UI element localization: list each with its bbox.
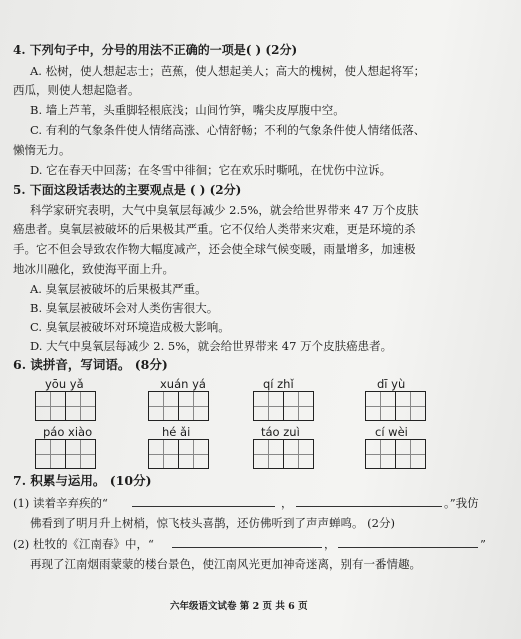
q4-option-a-line2: 西瓜，则使人想起隐者。 (13, 83, 140, 97)
q7-item1-end: 。”我仿 (444, 496, 479, 510)
pinyin-label: hé ǎi (162, 425, 191, 439)
answer-blank[interactable] (132, 494, 275, 507)
q7-item2-lead: (2) 杜牧的《江南春》中，“ (13, 537, 154, 551)
write-cell[interactable] (65, 439, 96, 469)
page-footer: 六年级语文试卷 第 2 页 共 6 页 (170, 601, 308, 612)
q4-option-a-line1: A. 松树，使人想起志士；芭蕉，使人想起美人；高大的槐树，使人想起将军； (30, 64, 426, 78)
write-cell[interactable] (395, 391, 426, 421)
pinyin-label: cí wèi (375, 425, 408, 439)
q4-option-b: B. 墙上芦苇，头重脚轻根底浅；山间竹笋，嘴尖皮厚腹中空。 (30, 103, 345, 117)
q5-passage-line2: 癌患者。臭氧层被破坏的后果极其严重。它不仅给人类带来灾难，更是环境的杀 (13, 222, 416, 236)
write-cell[interactable] (148, 391, 179, 421)
character-boxes (35, 391, 95, 421)
character-boxes (365, 391, 425, 421)
write-cell[interactable] (148, 439, 179, 469)
write-cell[interactable] (178, 439, 209, 469)
pinyin-label: yōu yǎ (45, 377, 84, 391)
q4-option-c-line1: C. 有利的气象条件使人情绪高涨、心情舒畅；不利的气象条件使人情绪低落、 (30, 123, 426, 137)
q5-option-b: B. 臭氧层被破坏会对人类伤害很大。 (30, 301, 219, 315)
write-cell[interactable] (283, 391, 314, 421)
q7-item2-continuation: 再现了江南烟雨蒙蒙的楼台景色，使江南风光更加神奇迷离，别有一番情趣。 (30, 557, 421, 571)
write-cell[interactable] (253, 391, 284, 421)
q5-option-a: A. 臭氧层被破坏的后果极其严重。 (30, 282, 207, 296)
answer-blank[interactable] (172, 535, 322, 548)
pinyin-label: dī yù (377, 377, 406, 391)
write-cell[interactable] (178, 391, 209, 421)
pinyin-label: qí zhǐ (263, 377, 294, 391)
character-boxes (35, 439, 95, 469)
q6-title: 6. 读拼音，写词语。 (8分) (13, 357, 168, 372)
q5-option-d: D. 大气中臭氧层每减少 2. 5%，就会给世界带来 47 万个皮肤癌患者。 (30, 339, 393, 353)
character-boxes (365, 439, 425, 469)
q7-item1-comma: ， (281, 496, 293, 510)
q7-item1-lead: (1) 读着辛弃疾的“ (13, 496, 108, 510)
q4-title: 4. 下列句子中，分号的用法不正确的一项是( ) (2分) (13, 43, 298, 57)
q5-passage-line3: 手。它不但会导致农作物大幅度减产，还会使全球气候变暖，雨量增多，加速极 (13, 242, 416, 256)
write-cell[interactable] (365, 391, 396, 421)
write-cell[interactable] (395, 439, 426, 469)
write-cell[interactable] (35, 439, 66, 469)
q7-item2-comma: ， (324, 537, 336, 551)
q4-option-d: D. 它在春天中回荡；在冬雪中徘徊；它在欢乐时嘶吼，在忧伤中泣诉。 (30, 163, 392, 177)
q5-passage-line4: 地冰川融化，致使海平面上升。 (13, 262, 174, 276)
q5-option-c: C. 臭氧层被破坏对环境造成极大影响。 (30, 320, 230, 334)
write-cell[interactable] (365, 439, 396, 469)
write-cell[interactable] (283, 439, 314, 469)
write-cell[interactable] (65, 391, 96, 421)
q5-passage-line1: 科学家研究表明，大气中臭氧层每减少 2.5%，就会给世界带来 47 万个皮肤 (30, 203, 419, 217)
q4-option-c-line2: 懒惰无力。 (13, 143, 71, 157)
pinyin-label: táo zuì (261, 425, 300, 439)
character-boxes (253, 439, 313, 469)
character-boxes (148, 391, 208, 421)
q7-item2-end: ” (480, 537, 486, 551)
character-boxes (253, 391, 313, 421)
write-cell[interactable] (35, 391, 66, 421)
character-boxes (148, 439, 208, 469)
answer-blank[interactable] (338, 535, 478, 548)
q7-title: 7. 积累与运用。 (10分) (13, 473, 152, 488)
q7-item1-continuation: 佛看到了明月升上树梢，惊飞枝头喜鹊，还仿佛听到了声声蝉鸣。 (2分) (30, 516, 395, 530)
pinyin-label: xuán yá (160, 377, 206, 391)
pinyin-label: páo xiào (43, 425, 93, 439)
q5-title: 5. 下面这段话表达的主要观点是 ( ) (2分) (13, 183, 242, 197)
answer-blank[interactable] (296, 494, 442, 507)
write-cell[interactable] (253, 439, 284, 469)
